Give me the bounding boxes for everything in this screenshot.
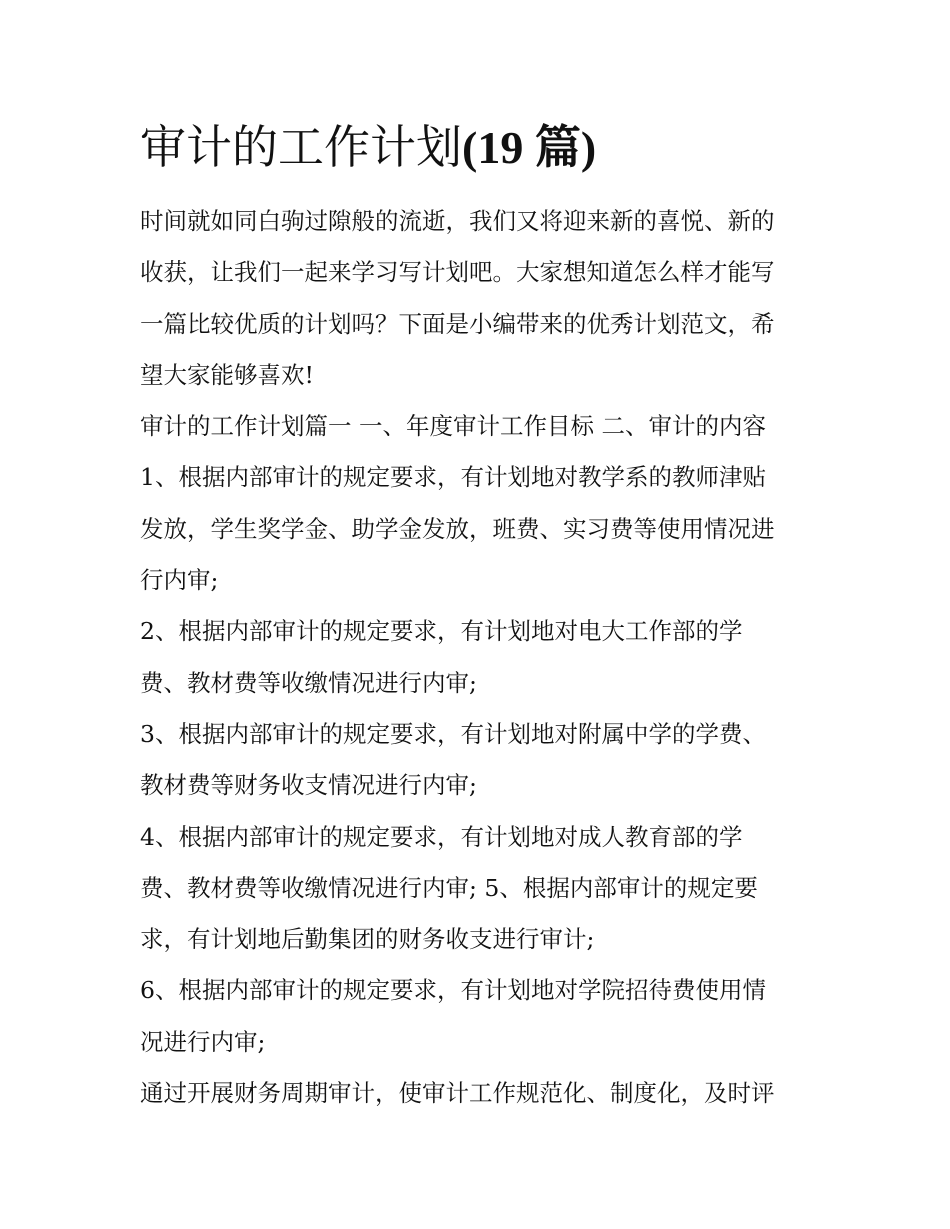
text-line: 行内审; — [140, 566, 219, 595]
text-line: 教材费等财务收支情况进行内审; — [140, 771, 477, 800]
text-line: 望大家能够喜欢! — [140, 360, 314, 389]
title-main: 审计的工作计划 — [140, 120, 462, 174]
text-line: 一篇比较优质的计划吗？下面是小编带来的优秀计划范文，希 — [140, 309, 775, 338]
text-line: 2、根据内部审计的规定要求，有计划地对电大工作部的学 — [140, 617, 743, 646]
text-line: 求，有计划地后勤集团的财务收支进行审计; — [140, 925, 595, 954]
text-line: 4、根据内部审计的规定要求，有计划地对成人教育部的学 — [140, 822, 743, 851]
text-line: 1、根据内部审计的规定要求，有计划地对教学系的教师津贴 — [140, 463, 766, 492]
text-line: 6、根据内部审计的规定要求，有计划地对学院招待费使用情 — [140, 976, 766, 1005]
text-line: 通过开展财务周期审计，使审计工作规范化、制度化，及时评 — [140, 1079, 775, 1108]
document-title — [140, 117, 596, 178]
text-line: 费、教材费等收缴情况进行内审; — [140, 668, 477, 697]
text-line: 收获，让我们一起来学习写计划吧。大家想知道怎么样才能写 — [140, 258, 775, 287]
text-line: 审计的工作计划篇一 一、年度审计工作目标 二、审计的内容 — [140, 412, 766, 441]
title-count: (19 篇) — [462, 122, 597, 173]
text-line: 发放，学生奖学金、助学金发放，班费、实习费等使用情况进 — [140, 514, 775, 543]
text-line: 3、根据内部审计的规定要求，有计划地对附属中学的学费、 — [140, 719, 766, 748]
text-line: 况进行内审; — [140, 1027, 266, 1056]
document-body — [140, 196, 820, 1119]
text-line: 时间就如同白驹过隙般的流逝，我们又将迎来新的喜悦、新的 — [140, 207, 775, 235]
text-line: 费、教材费等收缴情况进行内审; 5、根据内部审计的规定要 — [140, 873, 758, 902]
